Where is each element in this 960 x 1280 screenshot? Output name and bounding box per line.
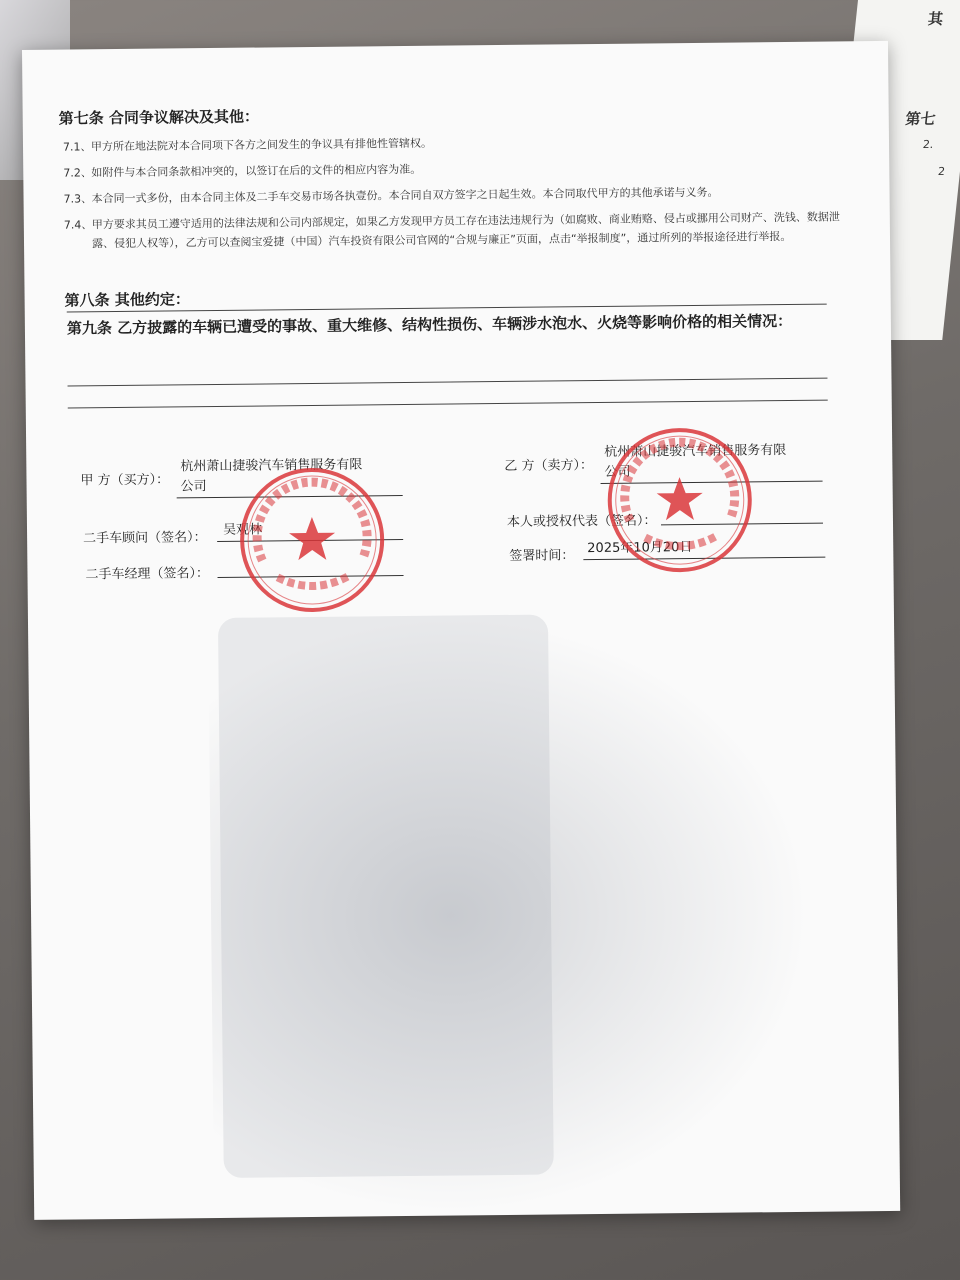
advisor-label: 二手车顾问（签名）： bbox=[83, 530, 207, 547]
company-seal-a bbox=[236, 464, 388, 616]
party-a-name-line2: 公司 bbox=[180, 479, 207, 495]
sign-date-label: 签署时间： bbox=[509, 548, 575, 564]
section9-title: 第九条 乙方披露的车辆已遭受的事故、重大维修、结构性损伤、车辆涉水泡水、火烧等影响价格的相关情况： bbox=[66, 311, 793, 338]
party-b-name-line1: 杭州萧山捷骏汽车销售服务有限 bbox=[604, 443, 787, 460]
clause-text: 本合同一式多份，由本合同主体及二手车交易市场各执壹份。本合同自双方签字之日起生效。本合同取代甲方的其他承诺与义务。 bbox=[91, 185, 719, 206]
section8-title: 第八条 其他约定： bbox=[64, 290, 190, 310]
clause-7-2 bbox=[63, 155, 853, 183]
clause-number: 7.4、 bbox=[63, 218, 93, 232]
company-seal-b bbox=[604, 424, 756, 576]
advisor-signature[interactable]: 吴观林 bbox=[222, 522, 263, 538]
party-a-label: 甲 方（买方）： bbox=[80, 472, 170, 489]
section7-title: 第七条 合同争议解决及其他： bbox=[58, 107, 260, 128]
clause-7-3 bbox=[63, 181, 853, 209]
party-a-name-line1: 杭州萧山捷骏汽车销售服务有限 bbox=[180, 457, 363, 475]
clause-7-1 bbox=[63, 129, 853, 157]
clause-text: 甲方要求其员工遵守适用的法律法规和公司内部规定，如果乙方发现甲方员工存在违法违规行为（如腐败、商业贿赂、侵占或挪用公司财产、洗钱、数据泄露、侵犯人权等），乙方可以查阅宝爱捷（中国）汽车投资有限公司官网的“合规与廉正”页面，点击“举报制度”，通过所列的举报途径进行举报。 bbox=[91, 210, 840, 251]
clause-number: 7.3、 bbox=[63, 192, 93, 206]
sign-date-value[interactable]: 2025年10月20日 bbox=[587, 540, 693, 557]
hand-shadow bbox=[208, 612, 814, 1218]
representative-label: 本人或授权代表（签名）： bbox=[506, 513, 657, 530]
clause-number: 7.2、 bbox=[63, 166, 92, 180]
bg-fragment: 其 bbox=[927, 10, 944, 28]
bg-fragment: 2 bbox=[937, 165, 946, 178]
bg-fragment: 第七 bbox=[904, 110, 937, 128]
phone-shadow bbox=[218, 615, 554, 1178]
clause-7-4 bbox=[64, 207, 855, 275]
clause-number: 7.1、 bbox=[62, 140, 92, 154]
clause-text: 如附件与本合同条款相冲突的，以签订在后的文件的相应内容为准。 bbox=[91, 162, 422, 180]
manager-label: 二手车经理（签名）： bbox=[85, 566, 210, 583]
clause-text: 甲方所在地法院对本合同项下各方之间发生的争议具有排他性管辖权。 bbox=[90, 136, 433, 154]
party-b-name-line2: 公司 bbox=[604, 464, 631, 480]
bg-fragment: 2. bbox=[922, 138, 934, 151]
party-b-label: 乙 方（卖方）： bbox=[504, 458, 594, 474]
contract-page bbox=[22, 41, 900, 1220]
section9-blank-line bbox=[68, 400, 828, 409]
section9-blank-line bbox=[68, 378, 828, 387]
